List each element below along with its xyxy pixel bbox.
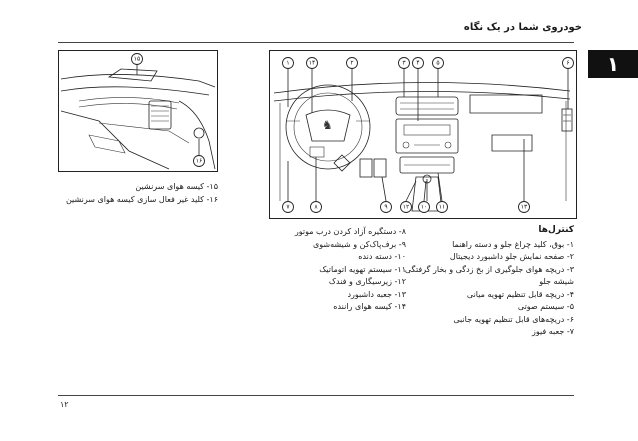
callout-10 [419, 202, 430, 213]
svg-text:۳: ۳ [402, 59, 406, 67]
svg-text:۱: ۱ [286, 59, 290, 67]
svg-text:۵: ۵ [436, 59, 440, 67]
list-item: ۴- دریچه قابل تنظیم تهویه میانی [466, 289, 574, 299]
list-item: ۹- برف‌پاک‌کن و شیشه‌شوی [313, 239, 406, 249]
svg-text:۱۵: ۱۵ [133, 55, 141, 63]
callout-6 [563, 58, 574, 69]
controls-list [405, 224, 574, 339]
svg-text:۹: ۹ [384, 203, 388, 211]
svg-text:۱۴: ۱۴ [308, 59, 316, 67]
controls-list-continued [295, 226, 406, 314]
svg-text:۷: ۷ [286, 203, 290, 211]
callout-13 [519, 202, 530, 213]
list-item: ۲- صفحه نمایش جلو داشبورد دیجیتال [449, 252, 574, 261]
top-rule [58, 42, 574, 43]
svg-text:۱۶: ۱۶ [195, 157, 203, 165]
list-item: ۶- دریچه‌های قابل تنظیم تهویه جانبی [453, 314, 574, 324]
callout-11 [437, 202, 448, 213]
list-item: شیشه جلو [539, 277, 574, 286]
callout-4 [413, 58, 424, 69]
callout-2 [347, 58, 358, 69]
list-item: ۱۳- جعبه داشبورد [347, 289, 406, 299]
svg-text:۲: ۲ [350, 59, 354, 67]
list-item: ۱۲- زیرسیگاری و فندک [328, 277, 406, 286]
callout-14 [307, 58, 318, 69]
svg-text:۸: ۸ [314, 203, 318, 211]
list-item: ۸- دستگیره آزاد کردن درب موتور [294, 227, 406, 236]
list-item: ۳- دریچه هوای جلوگیری از بخ زدگی و بخار گرفتگی [404, 264, 574, 274]
callout-12 [401, 202, 412, 213]
list-item: ۱۴- کیسه هوای راننده [333, 302, 406, 311]
caption-item: ۱۵- کیسه هوای سرنشین [135, 182, 218, 191]
svg-text:۴: ۴ [416, 59, 420, 67]
page-number: ۱۲ [60, 400, 69, 409]
callout-16 [194, 156, 205, 167]
dashboard-drawing [270, 51, 576, 218]
dashboard-figure [269, 50, 577, 219]
svg-text:۱۲: ۱۲ [402, 203, 410, 211]
svg-text:۱۰: ۱۰ [420, 203, 428, 211]
callout-1 [283, 58, 294, 69]
list-item: ۱۱- سیستم تهویه اتوماتیک [319, 264, 406, 274]
passenger-airbag-figure [58, 50, 218, 172]
svg-text:۶: ۶ [566, 59, 570, 67]
svg-text:۱۱: ۱۱ [438, 203, 446, 211]
list-item: ۷- جعبه فیوز [531, 327, 574, 336]
bottom-rule [58, 395, 574, 396]
list-item: ۱- بوق، کلید چراغ جلو و دسته راهنما [452, 239, 574, 249]
caption-item: ۱۶- کلید غیر فعال سازی کیسه هوای سرنشین [65, 194, 218, 204]
callout-5 [433, 58, 444, 69]
svg-text:۱۳: ۱۳ [520, 203, 528, 211]
passenger-airbag-drawing [59, 51, 217, 171]
list-item: ۱۰- دسته دنده [358, 252, 406, 261]
controls-heading: کنترل‌ها [538, 225, 574, 235]
running-title: خودروی شما در یک نگاه [463, 22, 582, 33]
callout-7 [283, 202, 294, 213]
callout-15 [132, 54, 143, 65]
chapter-tab: ۱ [588, 50, 638, 78]
callout-9 [381, 202, 392, 213]
list-item: ۵- سیستم صوتی [517, 302, 574, 311]
callout-8 [311, 202, 322, 213]
callout-3 [399, 58, 410, 69]
svg-text:♞: ♞ [322, 118, 333, 132]
passenger-airbag-caption [66, 181, 218, 206]
